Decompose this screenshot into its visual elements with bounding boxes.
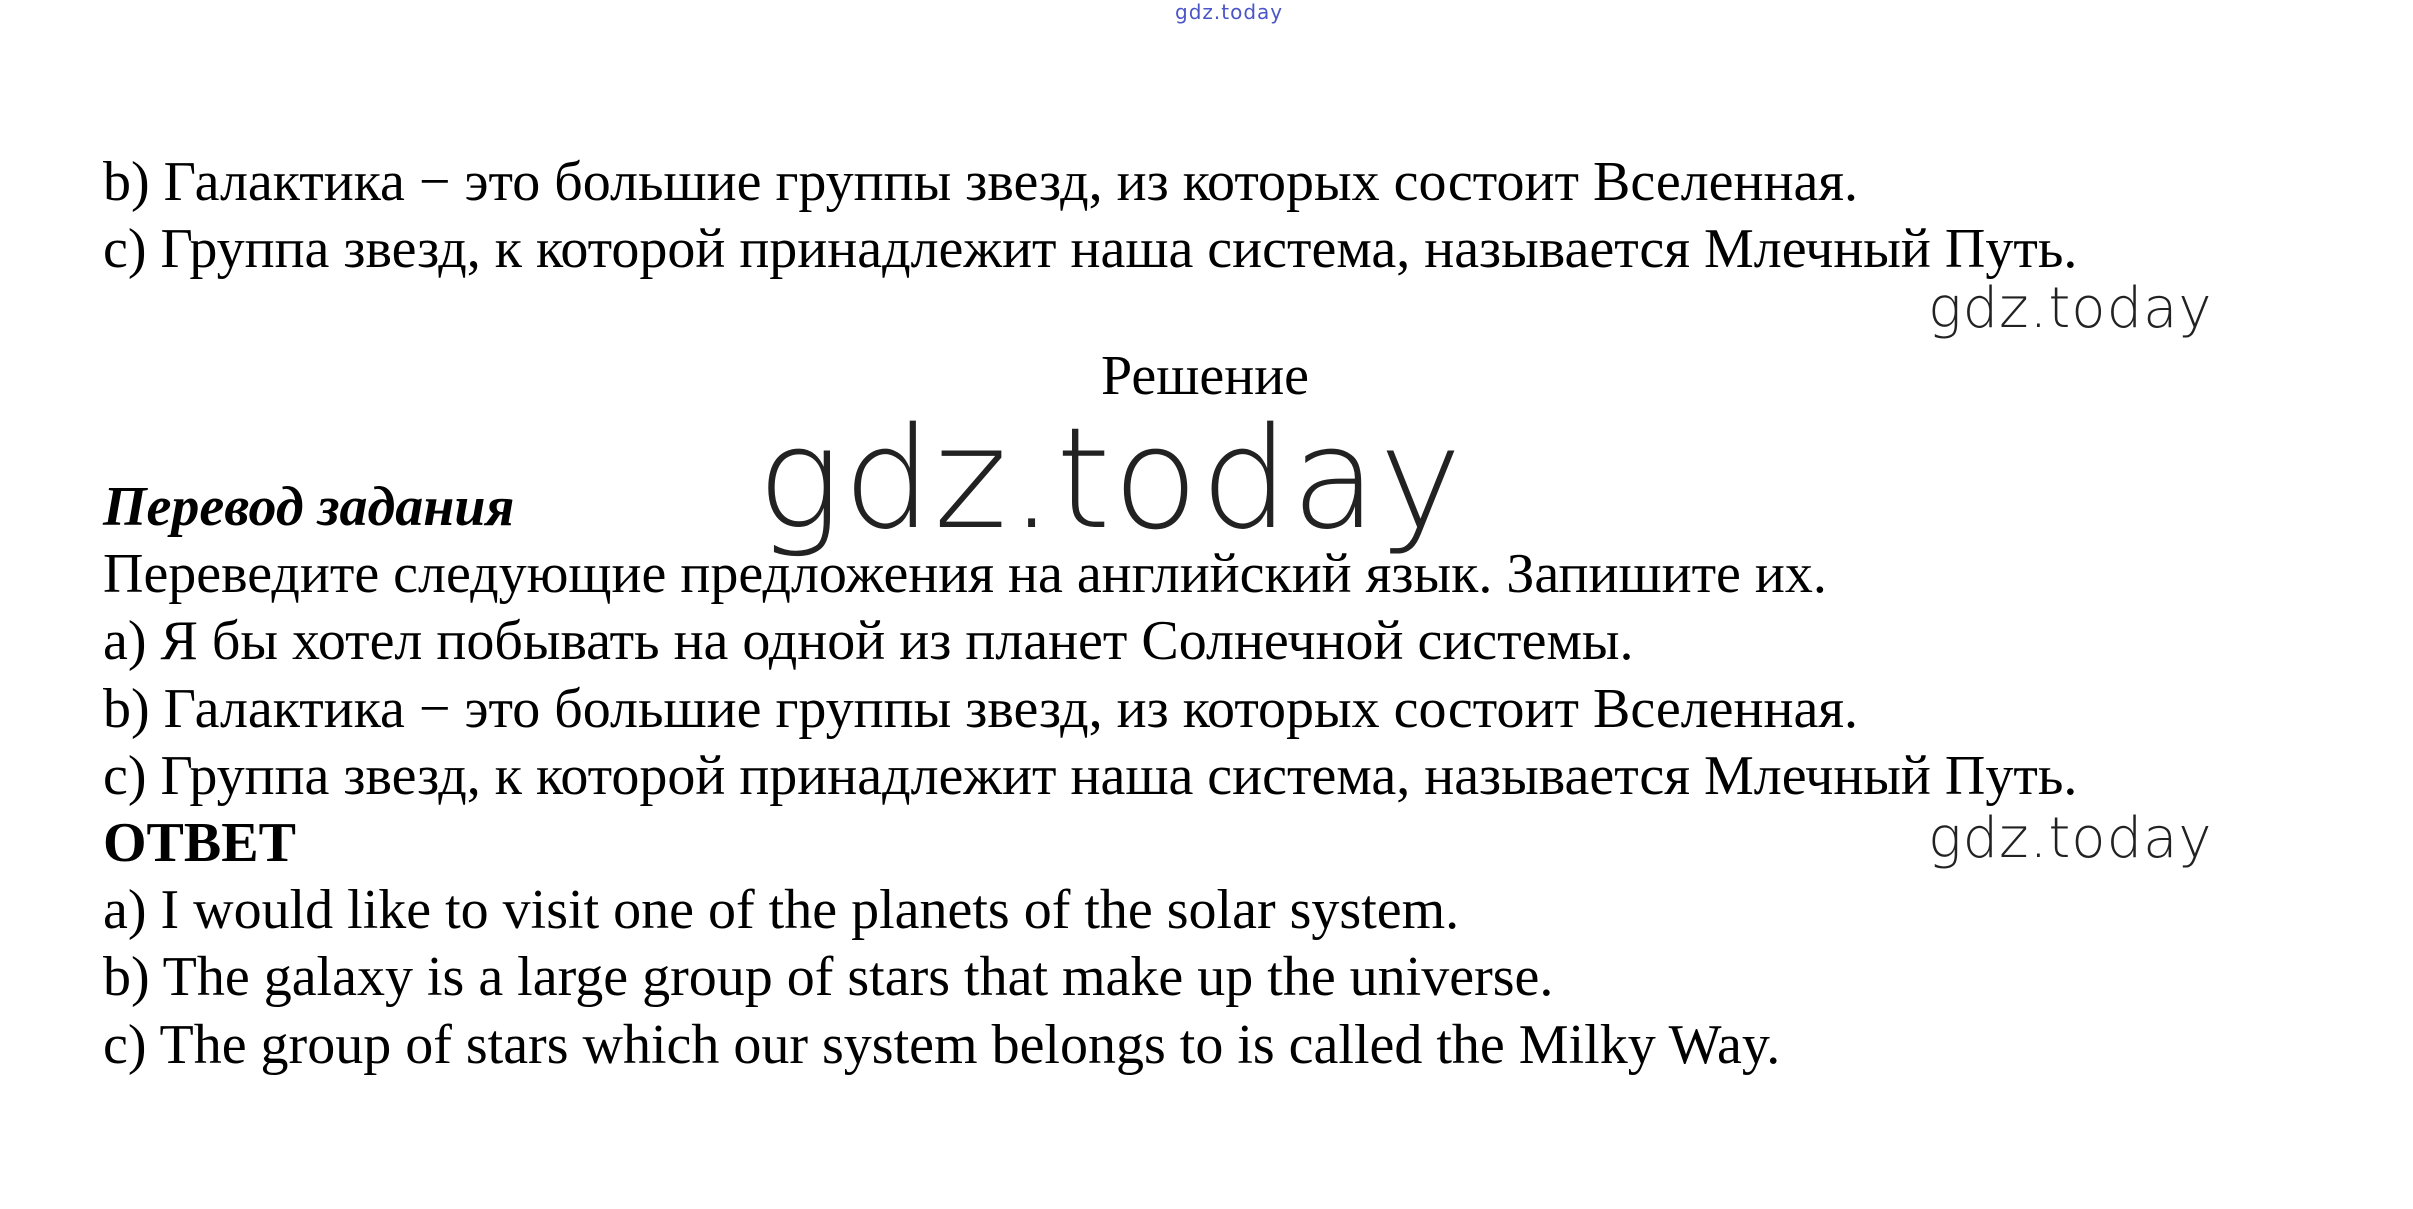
watermark-side-2: gdz.today [1928, 806, 2213, 871]
watermark-center: gdz.today [757, 398, 1464, 561]
translation-heading: Перевод задания [103, 476, 515, 538]
answer-item-c: c) The group of stars which our system belongs to is called the Milky Way. [103, 1014, 1781, 1076]
watermark-side-1: gdz.today [1928, 276, 2213, 341]
answer-heading: ОТВЕТ [103, 812, 296, 874]
task-line-c: c) Группа звезд, к которой принадлежит наша система, называется Млечный Путь. [103, 218, 2078, 280]
translation-item-c: c) Группа звезд, к которой принадлежит наша система, называется Млечный Путь. [103, 745, 2078, 807]
watermark-top: gdz.today [1175, 0, 1284, 24]
translation-item-a: a) Я бы хотел побывать на одной из планет Солнечной системы. [103, 610, 1634, 672]
translation-instruction: Переведите следующие предложения на английский язык. Запишите их. [103, 543, 1827, 605]
solution-title: Решение [1100, 345, 1310, 407]
task-line-b: b) Галактика − это большие группы звезд, из которых состоит Вселенная. [103, 151, 1859, 213]
translation-item-b: b) Галактика − это большие группы звезд, из которых состоит Вселенная. [103, 678, 1859, 740]
answer-item-a: a) I would like to visit one of the planets of the solar system. [103, 879, 1460, 941]
answer-item-b: b) The galaxy is a large group of stars that make up the universe. [103, 946, 1554, 1008]
